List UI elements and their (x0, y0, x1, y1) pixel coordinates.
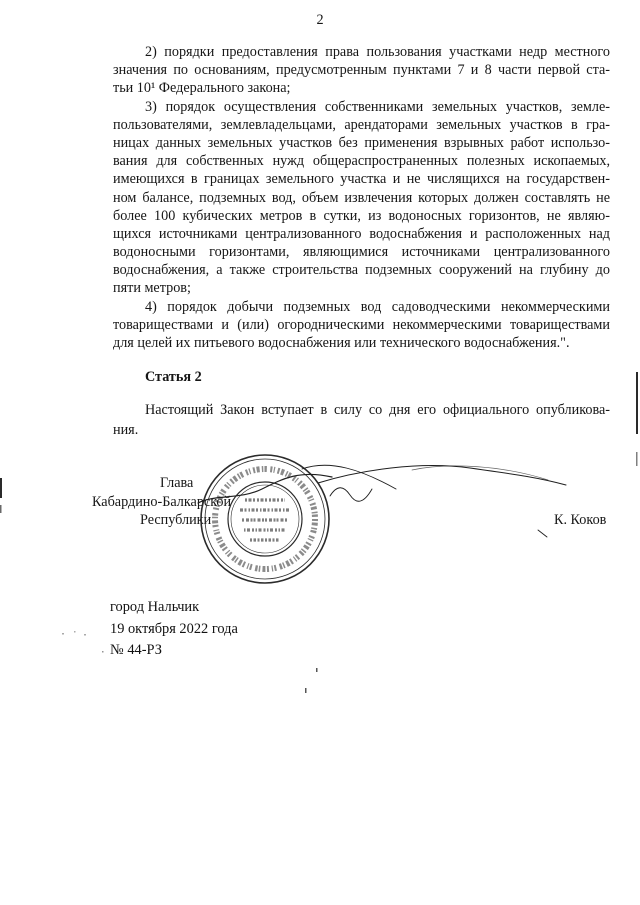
paragraph-line: ния. (113, 422, 139, 438)
paragraph-line: пользователями, землевладельцами, арендаторами земельных участков в гра- (113, 116, 610, 133)
article-2-text (113, 400, 610, 440)
page-number: 2 (316, 12, 324, 28)
paragraph-line: водоснабжения, а также строительства подземных сооружений на глубину до (113, 262, 610, 279)
paragraph-line: 3) порядок осуществления собственниками земельных участков, земле- (145, 98, 610, 115)
signatory-title-line: Кабардино-Балкарской (92, 494, 232, 510)
signatory-name: К. Коков (554, 512, 607, 528)
signatory-title-line: Глава (160, 475, 194, 491)
seal-second-ring (205, 459, 325, 579)
paragraph-line: для целей их питьевого водоснабжения или технического водоснабжения.". (113, 335, 570, 351)
paragraph-line: ном балансе, подземных вод, объем извлечения которых должен составлять не (113, 189, 610, 206)
article-heading: Статья 2 (145, 369, 202, 385)
paragraph-line: более 100 кубических метров в сутки, из водоносных горизонтов, не являю- (113, 207, 610, 224)
paragraph-line: ницах данных земельных участков без применения взрывных работ использо- (113, 134, 610, 151)
signatory-title-line: Республики (140, 512, 212, 528)
place-of-signing: город Нальчик (110, 599, 200, 615)
paragraph-line: тьи 10¹ Федерального закона; (113, 80, 291, 97)
article-1-continuation (113, 43, 610, 352)
seal-inner-ring (228, 482, 302, 556)
paragraph-line: Настоящий Закон вступает в силу со дня его официального опубликова- (145, 402, 610, 418)
paragraph-line: 2) порядки предоставления права пользования участками недр местного (145, 44, 610, 60)
handwritten-signature (198, 465, 566, 537)
official-seal (201, 455, 329, 583)
paragraph-line: 4) порядок добычи подземных вод садоводческими некоммерческими (145, 298, 610, 315)
paragraph-line: щихся источниками централизованного водоснабжения и расположенных над (113, 225, 610, 242)
paragraph-line: вания для собственных нужд общераспространенных полезных ископаемых, (113, 153, 610, 170)
seal-ring-lettering (215, 469, 315, 569)
paragraph-line: товариществами и (или) огородническими некоммерческими товариществами (113, 316, 610, 333)
seal-inner-ring-thin (231, 485, 299, 553)
paragraph-line: имеющихся в границах земельного участка и не числящихся на государствен- (113, 171, 610, 188)
paragraph-line: водоносными горизонтами, являющимися источниками централизованного (113, 244, 610, 261)
seal-center-lettering (240, 500, 290, 540)
signing-date: 19 октября 2022 года (110, 621, 238, 637)
law-number: № 44-РЗ (110, 642, 162, 658)
paragraph-line: значения по основаниям, предусмотренным пунктами 7 и 8 части первой ста- (113, 62, 610, 79)
paragraph-line: пяти метров; (113, 280, 191, 297)
seal-outer-ring (201, 455, 329, 583)
